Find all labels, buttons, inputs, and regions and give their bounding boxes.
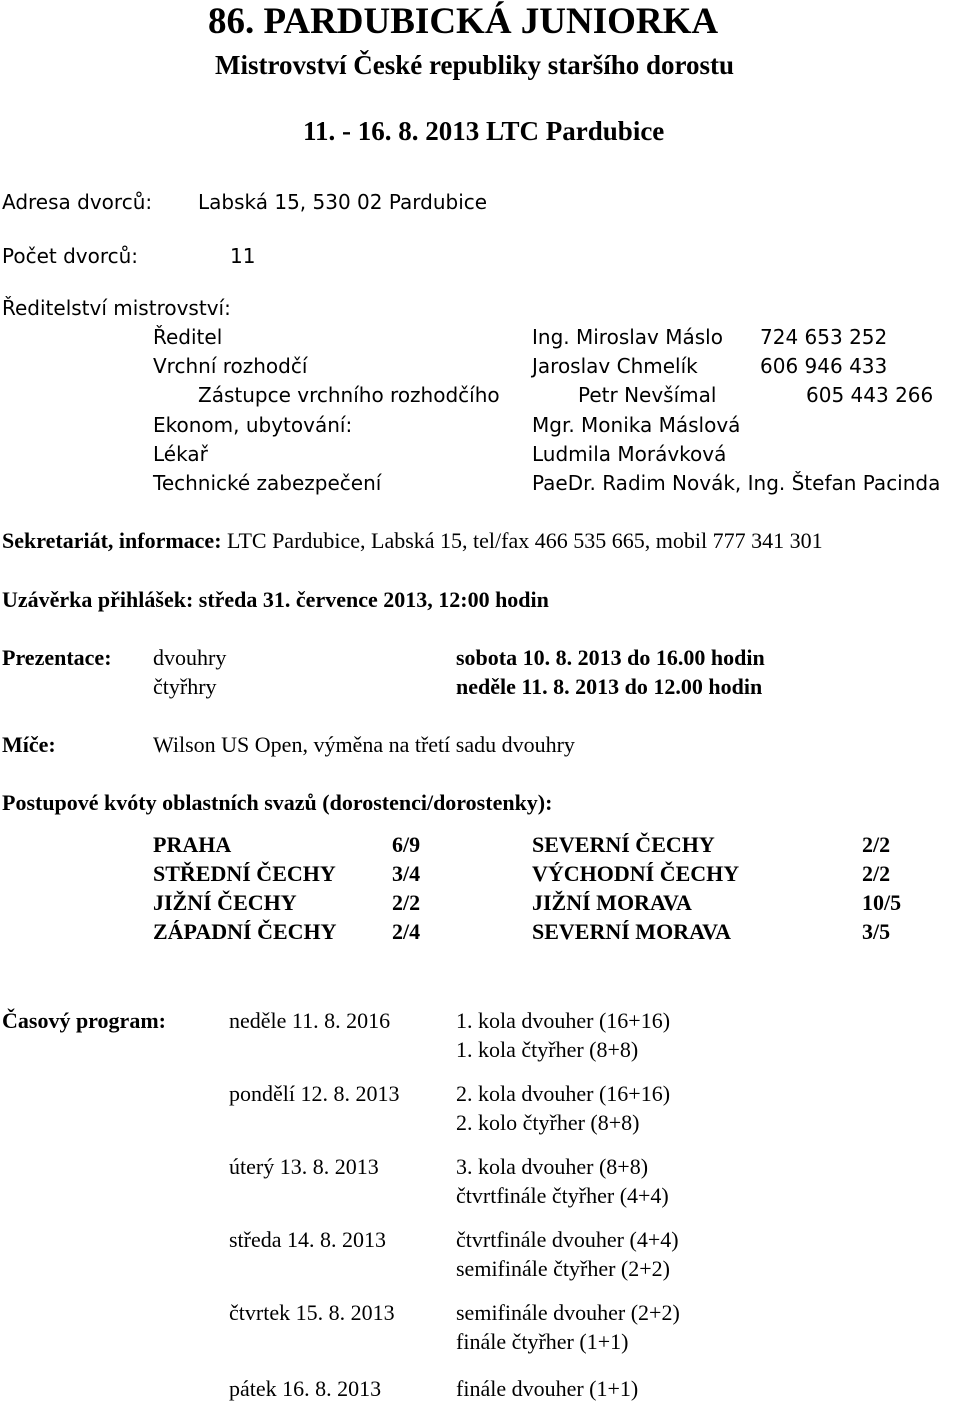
schedule-event: semifinále čtyřher (2+2) — [456, 1256, 670, 1281]
directorate-role: Technické zabezpečení — [153, 471, 382, 495]
directorate-name: Ludmila Morávková — [532, 442, 727, 466]
directorate-role: Ekonom, ubytování: — [153, 413, 353, 437]
registration-deadline: Uzávěrka přihlášek: středa 31. července 2013, 12:00 hodin — [2, 587, 549, 612]
quota-region: JIŽNÍ MORAVA — [532, 890, 692, 915]
presentation-event: čtyřhry — [153, 674, 217, 699]
quota-region: JIŽNÍ ČECHY — [153, 890, 297, 915]
secretariat-value: LTC Pardubice, Labská 15, tel/fax 466 535 665, mobil 777 341 301 — [227, 528, 823, 553]
tournament-subtitle: Mistrovství České republiky staršího dorostu — [215, 50, 735, 80]
address-label: Adresa dvorců: — [2, 190, 153, 214]
schedule-event: semifinále dvouher (2+2) — [456, 1300, 680, 1325]
tournament-title: 86. PARDUBICKÁ JUNIORKA — [208, 1, 719, 42]
schedule-event: finále dvouher (1+1) — [456, 1376, 639, 1401]
directorate-phone: 606 946 433 — [760, 354, 888, 378]
schedule-day: středa 14. 8. 2013 — [229, 1227, 387, 1252]
directorate-role: Lékař — [153, 442, 208, 466]
schedule-day: pátek 16. 8. 2013 — [229, 1376, 382, 1401]
schedule-day: neděle 11. 8. 2016 — [229, 1008, 391, 1033]
balls-label: Míče: — [2, 732, 56, 757]
schedule-event: čtvrtfinále dvouher (4+4) — [456, 1227, 679, 1252]
quota-value: 3/5 — [862, 919, 891, 944]
quota-value: 10/5 — [862, 890, 902, 915]
quota-region: STŘEDNÍ ČECHY — [153, 861, 336, 886]
directorate-name: Ing. Miroslav Máslo — [532, 325, 723, 349]
quota-value: 2/2 — [862, 832, 891, 857]
directorate-name: PaeDr. Radim Novák, Ing. Štefan Pacinda — [532, 471, 941, 495]
schedule-event: 2. kolo čtyřher (8+8) — [456, 1110, 640, 1135]
schedule-event: 1. kola dvouher (16+16) — [456, 1008, 671, 1033]
quota-value: 3/4 — [392, 861, 421, 886]
quota-value: 2/4 — [392, 919, 421, 944]
quota-value: 6/9 — [392, 832, 421, 857]
directorate-heading: Ředitelství mistrovství: — [2, 296, 231, 320]
schedule-event: čtvrtfinále čtyřher (4+4) — [456, 1183, 669, 1208]
schedule-event: 3. kola dvouher (8+8) — [456, 1154, 649, 1179]
schedule-event: 1. kola čtyřher (8+8) — [456, 1037, 639, 1062]
schedule-day: čtvrtek 15. 8. 2013 — [229, 1300, 395, 1325]
tournament-dates-venue: 11. - 16. 8. 2013 LTC Pardubice — [303, 116, 665, 146]
address-value: Labská 15, 530 02 Pardubice — [198, 190, 488, 214]
balls-value: Wilson US Open, výměna na třetí sadu dvouhry — [153, 732, 575, 757]
quota-region: VÝCHODNÍ ČECHY — [532, 861, 740, 886]
directorate-role: Zástupce vrchního rozhodčího — [198, 383, 500, 407]
secretariat-label: Sekretariát, informace: — [2, 528, 222, 553]
presentation-time: sobota 10. 8. 2013 do 16.00 hodin — [456, 645, 765, 670]
schedule-day: úterý 13. 8. 2013 — [229, 1154, 379, 1179]
quota-value: 2/2 — [392, 890, 421, 915]
schedule-label: Časový program: — [2, 1008, 166, 1033]
courts-value: 11 — [230, 244, 256, 268]
schedule-event: 2. kola dvouher (16+16) — [456, 1081, 671, 1106]
directorate-name: Mgr. Monika Máslová — [532, 413, 741, 437]
presentation-label: Prezentace: — [2, 645, 112, 670]
schedule-event: finále čtyřher (1+1) — [456, 1329, 629, 1354]
directorate-name: Jaroslav Chmelík — [532, 354, 698, 378]
presentation-time: neděle 11. 8. 2013 do 12.00 hodin — [456, 674, 763, 699]
directorate-role: Vrchní rozhodčí — [153, 354, 308, 378]
quota-region: SEVERNÍ ČECHY — [532, 832, 715, 857]
directorate-role: Ředitel — [153, 325, 223, 349]
schedule-day: pondělí 12. 8. 2013 — [229, 1081, 400, 1106]
quota-region: SEVERNÍ MORAVA — [532, 919, 732, 944]
quota-region: PRAHA — [153, 832, 232, 857]
courts-label: Počet dvorců: — [2, 244, 139, 268]
presentation-event: dvouhry — [153, 645, 227, 670]
secretariat-line — [2, 528, 823, 554]
quotas-heading: Postupové kvóty oblastních svazů (dorostenci/dorostenky): — [2, 790, 553, 815]
directorate-phone: 724 653 252 — [760, 325, 888, 349]
quota-region: ZÁPADNÍ ČECHY — [153, 919, 337, 944]
quota-value: 2/2 — [862, 861, 891, 886]
directorate-phone: 605 443 266 — [806, 383, 934, 407]
directorate-name: Petr Nevšímal — [578, 383, 717, 407]
